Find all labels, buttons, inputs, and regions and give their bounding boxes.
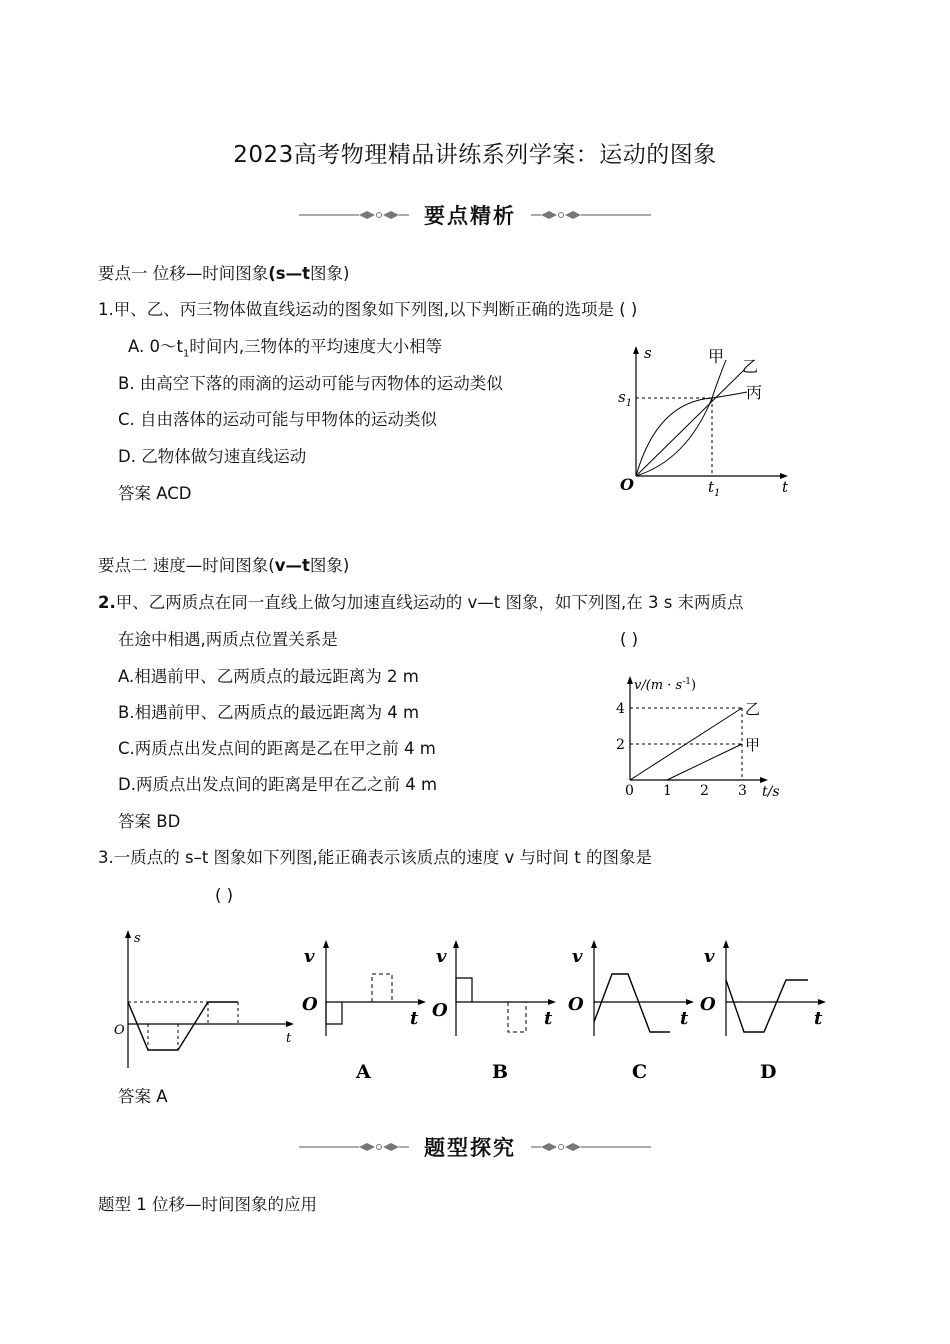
label-jia: 甲 [708, 347, 725, 366]
segment-neg [326, 1002, 342, 1024]
q2-option-a: A.相遇前甲、乙两质点的最远距离为 2 m [118, 667, 419, 686]
origin-label: O [620, 475, 634, 494]
t-axis-label: t [544, 1008, 553, 1029]
origin-label: O [114, 1023, 125, 1038]
v-axis-label: v [304, 946, 315, 967]
q3-st-graph [110, 928, 300, 1078]
st-curve [128, 1002, 238, 1050]
right-ornament-icon [531, 1140, 651, 1154]
curve-bing [636, 392, 747, 476]
t-axis-label: t [680, 1008, 689, 1029]
origin-label: O [568, 994, 584, 1015]
label-yi: 乙 [742, 357, 759, 376]
choice-label-d: D [760, 1061, 777, 1083]
point1-label: 要点一 位移—时间图象(s—t图象) [98, 264, 350, 283]
v-axis-label: $v/(m \cdot s^{-1})$ [634, 677, 697, 693]
q2-answer: 答案 BD [118, 812, 181, 831]
choice-label-a: A [356, 1061, 371, 1083]
q2-bracket: ( ) [620, 630, 639, 649]
label-yi: 乙 [745, 700, 761, 718]
curve-yi [636, 370, 744, 476]
s1-tick: $s_1$ [618, 388, 633, 409]
y-tick-4: 4 [616, 701, 625, 717]
x-tick-2: 2 [700, 783, 709, 799]
q1-option-c: C. 自由落体的运动可能与甲物体的运动类似 [118, 410, 438, 429]
vt-curve [594, 974, 670, 1032]
q2-vt-graph [612, 670, 792, 800]
q2-option-d: D.两质点出发点间的距离是甲在乙之前 4 m [118, 775, 438, 794]
v-axis-label: v [704, 946, 715, 967]
section-heading: 题型探究 [424, 1136, 516, 1160]
q3-choice-d-graph [696, 936, 836, 1086]
q3-bracket: ( ) [215, 886, 234, 905]
point2-label: 要点二 速度—时间图象(v—t图象) [98, 556, 350, 575]
x-tick-3: 3 [738, 783, 747, 799]
origin-label: O [432, 1000, 448, 1021]
s-axis-label: s [134, 931, 141, 946]
origin-label: O [302, 994, 318, 1015]
q1-option-a: A. $0\sim t_1$时间内,三物体的平均速度大小相等 [128, 337, 443, 360]
q2-option-c: C.两质点出发点间的距离是乙在甲之前 4 m [118, 739, 436, 758]
t-axis-label: t [286, 1031, 292, 1046]
y-tick-2: 2 [616, 737, 625, 753]
q3-answer: 答案 A [118, 1087, 168, 1106]
type1-label: 题型 1 位移—时间图象的应用 [98, 1195, 317, 1214]
page-title: 2023高考物理精品讲练系列学案：运动的图象 [233, 142, 717, 168]
t-axis-label: t/s [762, 784, 780, 800]
v-axis-label: v [572, 946, 583, 967]
section-heading: 要点精析 [424, 204, 516, 228]
q1-answer: 答案 ACD [118, 484, 192, 503]
question-2-line2: 在途中相遇,两质点位置关系是 [118, 630, 338, 649]
vt-curve [726, 980, 808, 1032]
label-jia: 甲 [745, 736, 761, 754]
q3-choice-a-graph [296, 936, 436, 1086]
section-banner-question-types [0, 1132, 950, 1162]
t-axis-label: t [782, 478, 789, 496]
segment-pos [456, 978, 472, 1002]
origin-label: O [700, 994, 716, 1015]
q2-option-b: B.相遇前甲、乙两质点的最远距离为 4 m [118, 703, 420, 722]
t1-tick: $t_1$ [708, 478, 721, 499]
choice-label-b: B [492, 1061, 509, 1083]
s-axis-label: s [644, 344, 652, 362]
q1-st-graph [612, 340, 802, 500]
q1-option-d: D. 乙物体做匀速直线运动 [118, 447, 307, 466]
t-axis-label: t [814, 1008, 823, 1029]
x-tick-1: 1 [663, 783, 672, 799]
line-yi [630, 708, 742, 780]
label-bing: 丙 [746, 383, 763, 402]
q3-choice-b-graph [430, 936, 570, 1086]
left-ornament-icon [299, 1140, 409, 1154]
question-1: 1.甲、乙、丙三物体做直线运动的图象如下列图,以下判断正确的选项是 ( ) [98, 300, 638, 319]
right-ornament-icon [531, 208, 651, 222]
section-banner-key-points [0, 200, 950, 230]
x-tick-0: 0 [625, 783, 634, 799]
t-axis-label: t [410, 1008, 419, 1029]
question-3: 3.一质点的 s–t 图象如下列图,能正确表示该质点的速度 v 与时间 t 的图象是 [98, 848, 653, 867]
q1-option-b: B. 由高空下落的雨滴的运动可能与丙物体的运动类似 [118, 374, 503, 393]
segment-pos [372, 974, 392, 1002]
q3-choice-c-graph [566, 936, 706, 1086]
question-2-line1: 2.甲、乙两质点在同一直线上做匀加速直线运动的 v—t 图象，如下列图,在 3 s 末两质点 [98, 593, 744, 612]
v-axis-label: v [436, 946, 447, 967]
segment-neg [508, 1002, 526, 1032]
left-ornament-icon [299, 208, 409, 222]
choice-label-c: C [632, 1061, 648, 1083]
